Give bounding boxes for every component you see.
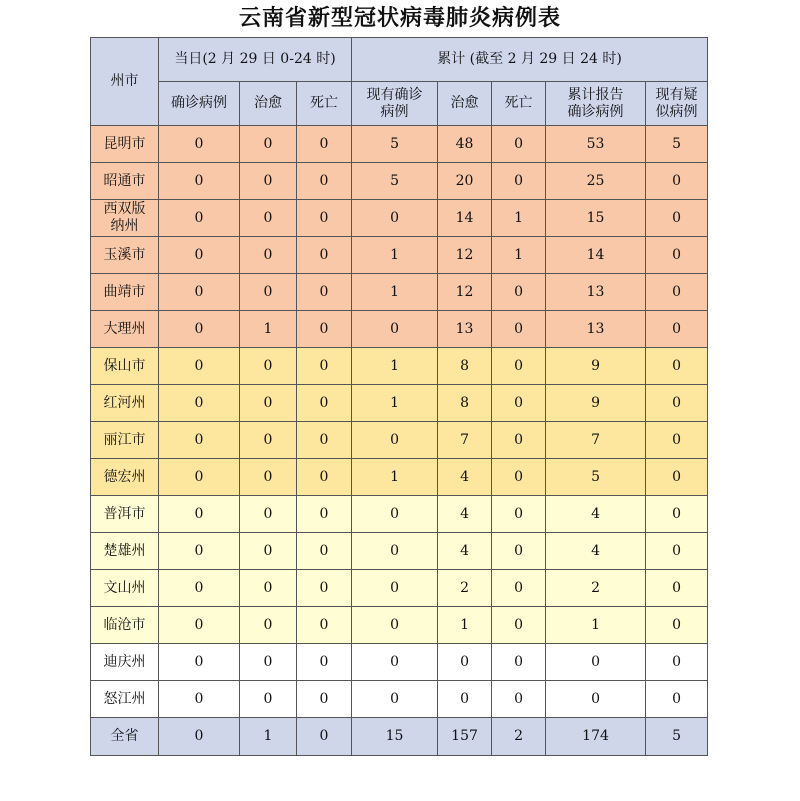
table-row <box>91 644 708 681</box>
region-header: 州市 <box>91 38 159 126</box>
region-name: 红河州 <box>91 385 159 422</box>
table-cell: 0 <box>159 681 240 718</box>
table-cell: 1 <box>240 311 297 348</box>
table-cell: 0 <box>240 237 297 274</box>
table-cell: 0 <box>159 570 240 607</box>
table-cell: 0 <box>646 274 708 311</box>
table-cell: 5 <box>352 126 438 163</box>
table-cell: 0 <box>646 311 708 348</box>
table-cell: 0 <box>492 644 546 681</box>
table-cell: 0 <box>297 311 352 348</box>
table-cell: 0 <box>240 607 297 644</box>
cumulative-group-header: 累计 (截至 2 月 29 日 24 时) <box>352 38 708 82</box>
table-cell: 0 <box>438 681 492 718</box>
table-cell: 0 <box>438 644 492 681</box>
table-cell: 0 <box>352 533 438 570</box>
table-cell: 0 <box>240 570 297 607</box>
table-cell: 0 <box>492 570 546 607</box>
table-cell: 0 <box>646 607 708 644</box>
table-cell: 0 <box>159 274 240 311</box>
region-name: 丽江市 <box>91 422 159 459</box>
case-table <box>90 37 708 756</box>
table-cell: 15 <box>546 200 646 237</box>
table-cell: 0 <box>159 533 240 570</box>
total-cell: 5 <box>646 718 708 756</box>
table-cell: 0 <box>492 274 546 311</box>
table-cell: 14 <box>438 200 492 237</box>
table-cell: 0 <box>297 607 352 644</box>
table-cell: 1 <box>352 348 438 385</box>
total-cell: 174 <box>546 718 646 756</box>
table-row <box>91 311 708 348</box>
region-name: 保山市 <box>91 348 159 385</box>
table-cell: 1 <box>352 385 438 422</box>
region-name: 玉溪市 <box>91 237 159 274</box>
table-cell: 1 <box>352 237 438 274</box>
table-cell: 0 <box>546 681 646 718</box>
table-cell: 0 <box>297 570 352 607</box>
table-row <box>91 163 708 200</box>
table-cell: 12 <box>438 274 492 311</box>
total-cell: 0 <box>159 718 240 756</box>
table-cell: 4 <box>438 533 492 570</box>
region-name: 德宏州 <box>91 459 159 496</box>
table-cell: 13 <box>546 311 646 348</box>
table-cell: 0 <box>352 607 438 644</box>
table-cell: 4 <box>546 533 646 570</box>
table-cell: 0 <box>159 422 240 459</box>
table-cell: 13 <box>546 274 646 311</box>
table-cell: 0 <box>646 681 708 718</box>
table-cell: 0 <box>240 496 297 533</box>
table-cell: 0 <box>240 533 297 570</box>
region-name: 怒江州 <box>91 681 159 718</box>
table-cell: 8 <box>438 348 492 385</box>
table-row <box>91 385 708 422</box>
column-header: 累计报告 确诊病例 <box>546 82 646 126</box>
table-body <box>91 126 708 756</box>
table-cell: 0 <box>297 237 352 274</box>
table-cell: 0 <box>240 163 297 200</box>
table-cell: 0 <box>159 237 240 274</box>
table-row <box>91 274 708 311</box>
page-title: 云南省新型冠状病毒肺炎病例表 <box>238 5 561 31</box>
total-label: 全省 <box>91 718 159 756</box>
table-cell: 2 <box>438 570 492 607</box>
table-cell: 20 <box>438 163 492 200</box>
region-name: 普洱市 <box>91 496 159 533</box>
table-cell: 25 <box>546 163 646 200</box>
total-cell: 0 <box>297 718 352 756</box>
table-row <box>91 126 708 163</box>
column-header: 治愈 <box>438 82 492 126</box>
table-cell: 4 <box>438 496 492 533</box>
table-cell: 0 <box>297 681 352 718</box>
table-row <box>91 533 708 570</box>
table-cell: 0 <box>352 422 438 459</box>
table-cell: 4 <box>438 459 492 496</box>
table-cell: 0 <box>646 644 708 681</box>
table-cell: 0 <box>352 200 438 237</box>
region-name: 昆明市 <box>91 126 159 163</box>
table-cell: 0 <box>352 644 438 681</box>
table-cell: 0 <box>297 274 352 311</box>
table-cell: 0 <box>492 422 546 459</box>
table-cell: 5 <box>646 126 708 163</box>
table-row <box>91 496 708 533</box>
table-cell: 5 <box>352 163 438 200</box>
table-cell: 0 <box>646 496 708 533</box>
table-cell: 0 <box>297 385 352 422</box>
table-row <box>91 681 708 718</box>
table-cell: 0 <box>492 163 546 200</box>
daily-group-header: 当日(2 月 29 日 0-24 时) <box>159 38 352 82</box>
table-cell: 0 <box>646 348 708 385</box>
table-cell: 0 <box>240 348 297 385</box>
table-cell: 0 <box>159 607 240 644</box>
table-cell: 0 <box>352 681 438 718</box>
table-cell: 0 <box>159 385 240 422</box>
table-cell: 0 <box>297 422 352 459</box>
table-cell: 0 <box>297 644 352 681</box>
table-cell: 0 <box>240 126 297 163</box>
subheader-row <box>91 82 708 126</box>
table-cell: 7 <box>546 422 646 459</box>
table-cell: 0 <box>159 496 240 533</box>
table-cell: 1 <box>492 237 546 274</box>
total-row <box>91 718 708 756</box>
table-cell: 1 <box>492 200 546 237</box>
table-row <box>91 237 708 274</box>
table-cell: 53 <box>546 126 646 163</box>
table-cell: 0 <box>297 348 352 385</box>
table-cell: 0 <box>159 126 240 163</box>
table-cell: 0 <box>492 348 546 385</box>
table-cell: 9 <box>546 348 646 385</box>
table-row <box>91 348 708 385</box>
table-cell: 0 <box>492 311 546 348</box>
region-name: 临沧市 <box>91 607 159 644</box>
table-row <box>91 200 708 237</box>
table-cell: 7 <box>438 422 492 459</box>
table-cell: 0 <box>646 237 708 274</box>
table-cell: 1 <box>546 607 646 644</box>
total-cell: 157 <box>438 718 492 756</box>
table-cell: 0 <box>646 533 708 570</box>
table-cell: 0 <box>297 126 352 163</box>
table-cell: 0 <box>240 681 297 718</box>
table-cell: 0 <box>297 163 352 200</box>
total-cell: 15 <box>352 718 438 756</box>
region-name: 昭通市 <box>91 163 159 200</box>
table-cell: 2 <box>546 570 646 607</box>
table-cell: 0 <box>492 496 546 533</box>
table-cell: 0 <box>646 163 708 200</box>
table-cell: 0 <box>352 496 438 533</box>
table-cell: 0 <box>240 459 297 496</box>
table-cell: 14 <box>546 237 646 274</box>
total-cell: 1 <box>240 718 297 756</box>
table-cell: 0 <box>492 126 546 163</box>
column-header: 现有确诊 病例 <box>352 82 438 126</box>
column-header: 确诊病例 <box>159 82 240 126</box>
region-name: 大理州 <box>91 311 159 348</box>
table-cell: 0 <box>159 163 240 200</box>
table-cell: 0 <box>240 274 297 311</box>
table-cell: 0 <box>159 311 240 348</box>
table-cell: 0 <box>159 348 240 385</box>
table-cell: 13 <box>438 311 492 348</box>
table-cell: 0 <box>297 496 352 533</box>
table-cell: 5 <box>546 459 646 496</box>
table-cell: 0 <box>297 200 352 237</box>
table-cell: 0 <box>492 533 546 570</box>
table-cell: 0 <box>492 459 546 496</box>
table-cell: 0 <box>297 533 352 570</box>
total-cell: 2 <box>492 718 546 756</box>
column-header: 死亡 <box>492 82 546 126</box>
table-cell: 48 <box>438 126 492 163</box>
column-header: 治愈 <box>240 82 297 126</box>
table-cell: 0 <box>159 459 240 496</box>
table-cell: 0 <box>646 200 708 237</box>
table-cell: 1 <box>352 274 438 311</box>
table-cell: 0 <box>240 644 297 681</box>
column-header: 现有疑 似病例 <box>646 82 708 126</box>
table-cell: 9 <box>546 385 646 422</box>
region-name: 迪庆州 <box>91 644 159 681</box>
table-row <box>91 607 708 644</box>
table-cell: 1 <box>352 459 438 496</box>
table-cell: 0 <box>646 570 708 607</box>
table-cell: 0 <box>492 681 546 718</box>
table-cell: 4 <box>546 496 646 533</box>
table-cell: 1 <box>438 607 492 644</box>
table-cell: 0 <box>297 459 352 496</box>
table-cell: 0 <box>492 607 546 644</box>
region-name: 西双版 纳州 <box>91 200 159 237</box>
table-cell: 0 <box>240 422 297 459</box>
table-cell: 0 <box>646 422 708 459</box>
table-row <box>91 570 708 607</box>
table-cell: 0 <box>492 385 546 422</box>
table-cell: 0 <box>352 570 438 607</box>
table-row <box>91 459 708 496</box>
table-cell: 0 <box>159 644 240 681</box>
table-cell: 8 <box>438 385 492 422</box>
table-cell: 0 <box>159 200 240 237</box>
table-cell: 0 <box>240 385 297 422</box>
table-cell: 0 <box>646 459 708 496</box>
region-name: 曲靖市 <box>91 274 159 311</box>
table-cell: 0 <box>352 311 438 348</box>
table-cell: 0 <box>240 200 297 237</box>
region-name: 文山州 <box>91 570 159 607</box>
region-name: 楚雄州 <box>91 533 159 570</box>
table-cell: 0 <box>546 644 646 681</box>
column-header: 死亡 <box>297 82 352 126</box>
table-cell: 0 <box>646 385 708 422</box>
table-row <box>91 422 708 459</box>
table-cell: 12 <box>438 237 492 274</box>
